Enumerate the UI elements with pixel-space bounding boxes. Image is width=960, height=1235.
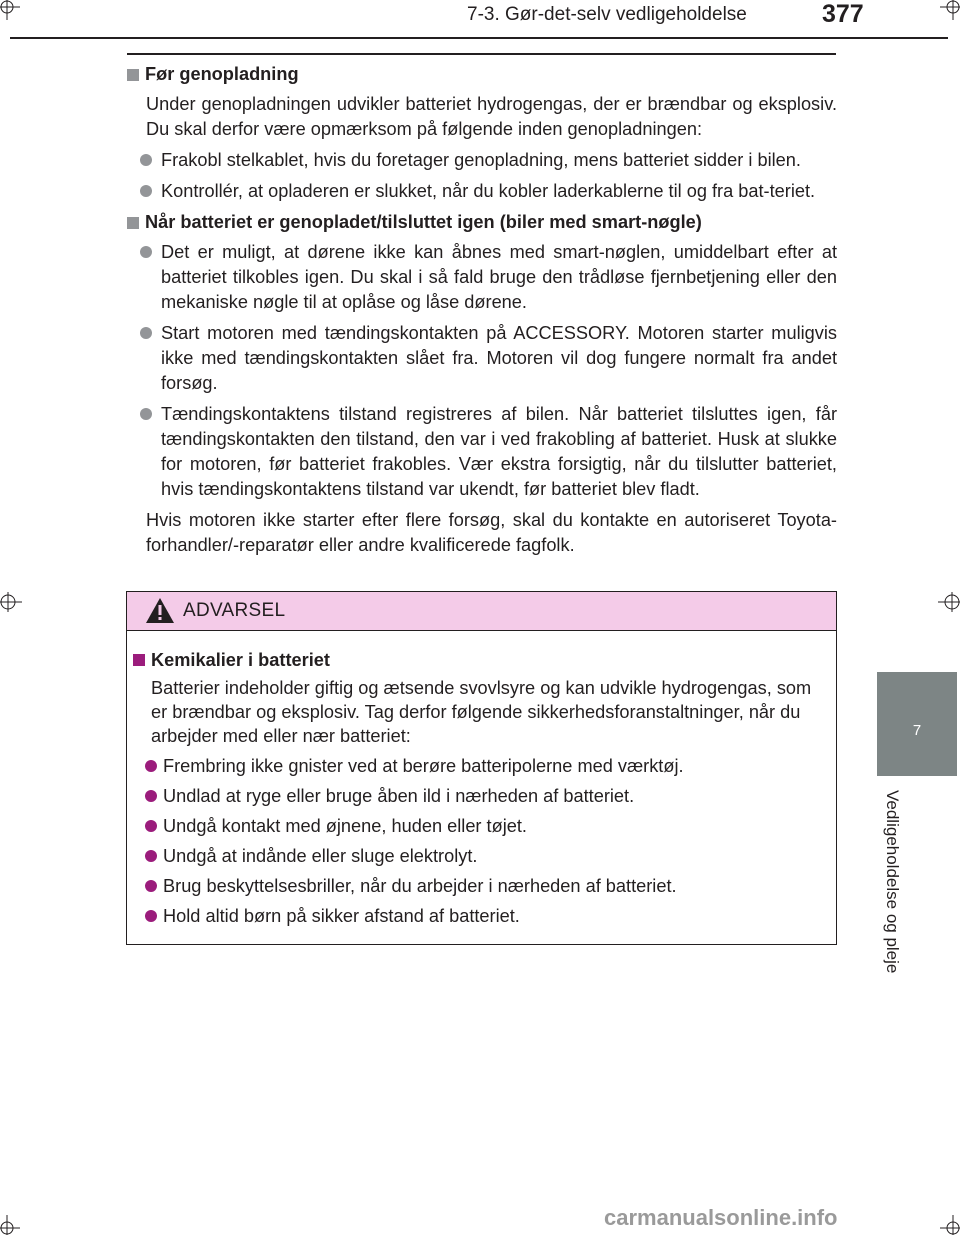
page-header bbox=[0, 0, 960, 40]
warning-intro-paragraph: Batterier indeholder giftig og ætsende svovlsyre og kan udvikle hydrogengas, som er brændbar og eksplosiv. Tag derfor følgende sikkerhedsforanstaltninger, når du arbejder med eller nær batteriet: bbox=[151, 678, 812, 746]
chapter-tab bbox=[877, 672, 957, 776]
warning-list-item bbox=[145, 814, 824, 838]
crop-mark-top-left-icon bbox=[0, 0, 22, 22]
warning-heading-text: Kemikalier i batteriet bbox=[151, 650, 330, 670]
warning-list-item bbox=[145, 844, 824, 868]
section-heading-after-reconnect bbox=[127, 210, 837, 235]
round-bullet-icon bbox=[145, 790, 157, 802]
round-bullet-icon bbox=[145, 820, 157, 832]
crop-mark-top-right-icon bbox=[938, 0, 960, 22]
warning-list-item bbox=[145, 874, 824, 898]
list-item-text: Start motoren med tændingskontakten på ACCESSORY. Motoren starter muligvis ikke med tændingskontakten slået fra. Motoren vil dog fungere normalt fra andet forsøg. bbox=[161, 323, 837, 393]
warning-list-item bbox=[145, 784, 824, 808]
list-item bbox=[140, 321, 837, 396]
round-bullet-icon bbox=[140, 408, 152, 420]
warning-box bbox=[126, 591, 837, 945]
list-item-text: Frakobl stelkablet, hvis du foretager genopladning, mens batteriet sidder i bilen. bbox=[161, 150, 801, 170]
round-bullet-icon bbox=[145, 850, 157, 862]
round-bullet-icon bbox=[140, 185, 152, 197]
round-bullet-icon bbox=[140, 154, 152, 166]
warning-list-item-text: Undgå kontakt med øjnene, huden eller tøjet. bbox=[163, 816, 527, 836]
header-rule bbox=[10, 37, 948, 39]
section-heading-text: Når batteriet er genopladet/tilsluttet igen (biler med smart-nøgle) bbox=[145, 212, 702, 232]
square-bullet-icon bbox=[127, 217, 139, 229]
round-bullet-icon bbox=[140, 327, 152, 339]
list-item bbox=[140, 402, 837, 502]
warning-body bbox=[127, 631, 836, 928]
watermark: carmanualsonline.info bbox=[604, 1205, 838, 1230]
crop-mark-bottom-left-icon bbox=[0, 1213, 22, 1235]
chapter-tab-number: 7 bbox=[912, 722, 922, 739]
section-intro-paragraph: Under genopladningen udvikler batteriet hydrogengas, der er brændbar og eksplosiv. Du skal derfor være opmærksom på følgende inden genopladningen: bbox=[146, 94, 837, 139]
warning-list-item-text: Undgå at indånde eller sluge elektrolyt. bbox=[163, 846, 478, 866]
crop-mark-bottom-right-icon bbox=[938, 1213, 960, 1235]
list-item-text: Kontrollér, at opladeren er slukket, når du kobler laderkablerne til og fra bat-teriet. bbox=[161, 181, 816, 201]
crop-mark-right-middle-icon bbox=[936, 590, 960, 614]
warning-title: ADVARSEL bbox=[183, 600, 286, 621]
section-heading-before-charging bbox=[127, 62, 837, 87]
content-top-rule bbox=[127, 53, 836, 55]
header-section-title: 7-3. Gør-det-selv vedligeholdelse bbox=[467, 4, 747, 25]
square-bullet-icon bbox=[127, 69, 139, 81]
list-item bbox=[140, 240, 837, 315]
warning-list-item-text: Brug beskyttelsesbriller, når du arbejder i nærheden af batteriet. bbox=[163, 876, 677, 896]
warning-list-item-text: Undlad at ryge eller bruge åben ild i nærheden af batteriet. bbox=[163, 786, 635, 806]
warning-header bbox=[127, 592, 836, 631]
warning-triangle-icon bbox=[145, 597, 175, 624]
warning-heading bbox=[133, 648, 824, 672]
page-number: 377 bbox=[822, 0, 864, 28]
crop-mark-left-middle-icon bbox=[0, 590, 24, 614]
list-item-text: Det er muligt, at dørene ikke kan åbnes med smart-nøglen, umiddelbart efter at batteriet tilkobles igen. Du skal i så fald bruge den trådløse fjernbetjening eller den mekaniske nøgle til at oplåse og låse dørene. bbox=[161, 242, 837, 312]
list-item bbox=[140, 179, 837, 204]
round-bullet-icon bbox=[145, 760, 157, 772]
section-heading-text: Før genopladning bbox=[145, 64, 299, 84]
chapter-side-label: Vedligeholdelse og pleje bbox=[883, 790, 902, 974]
square-bullet-icon bbox=[133, 654, 145, 666]
main-content bbox=[127, 62, 837, 564]
warning-list-item-text: Hold altid børn på sikker afstand af batteriet. bbox=[163, 906, 520, 926]
list-item-text: Tændingskontaktens tilstand registreres af bilen. Når batteriet tilsluttes igen, får tændingskontakten den tilstand, den var i ved frakobling af batteriet. Husk at slukke for motoren, før batteriet frakobles. Vær ekstra forsigtig, når du tilslutter batteriet, hvis tændingskontaktens tilstand var ukendt, før batteriet blev fladt. bbox=[161, 404, 837, 499]
round-bullet-icon bbox=[145, 910, 157, 922]
list-item bbox=[140, 148, 837, 173]
round-bullet-icon bbox=[145, 880, 157, 892]
warning-list-item-text: Frembring ikke gnister ved at berøre batteripolerne med værktøj. bbox=[163, 756, 684, 776]
section-outro-paragraph: Hvis motoren ikke starter efter flere forsøg, skal du kontakte en autoriseret Toyota-forhandler/-reparatør eller andre kvalificerede fagfolk. bbox=[146, 510, 837, 555]
warning-list-item bbox=[145, 904, 824, 928]
round-bullet-icon bbox=[140, 246, 152, 258]
warning-list-item bbox=[145, 754, 824, 778]
